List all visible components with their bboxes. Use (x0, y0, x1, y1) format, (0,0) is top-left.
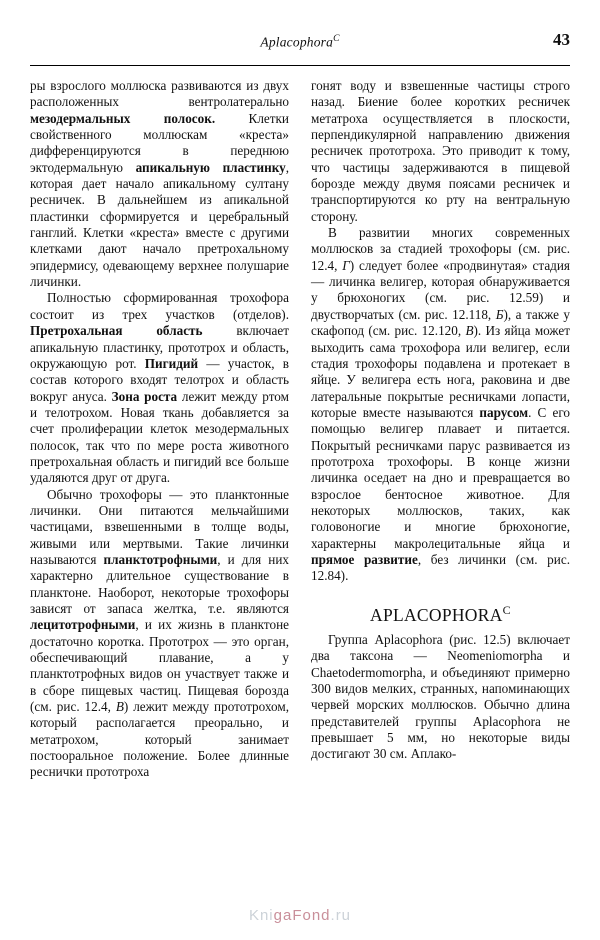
text-run: , которая дает начало апикальному султану ресничек. В дальнейшем из апикальной пластинки сформируется и церебральный ганглий. Клетки «креста» вместе с другими клетками дают начало претрохальному эпидермису, одевающему верхнее полушарие личинки. (30, 159, 289, 290)
emphasis-italic: Г (342, 257, 350, 273)
page-number: 43 (553, 30, 570, 49)
emphasis-bold: прямое развитие (311, 551, 418, 567)
text-run: , и для них характерно длительное существование в планктоне. Наоборот, некоторые трохофоры зависят от запаса желтка, т.е. являются (30, 551, 289, 616)
text-run: гонят воду и взвешенные частицы строго назад. Биение более коротких ресничек метатроха осуществляется в плоскости, перпендикулярной направлению движения ресничек прототроха. Это приводит к тому, что частицы задерживаются в пищевой борозде между двумя поясами ресничек и транспортируются ко рту на вентральную сторону. (311, 78, 570, 224)
running-title-text: Aplacophora (260, 34, 334, 50)
text-run: ) лежит между прототрохом, который располагается преорально, и метатрохом, который занимает постооральное положение. Более длинные реснички прототроха (30, 699, 289, 780)
emphasis-bold: парусом (479, 404, 529, 420)
section-heading-text: APLACOPHORA (370, 604, 503, 625)
emphasis-bold: Зона роста (111, 388, 178, 404)
text-run: ). Из яйца может выходить сама трохофора или велигер, если стадия трохофоры подавлена и протекает в яйце. У велигера есть нога, раковина и две латеральные покрытые ресничками лопасти, которые вместе называются (311, 323, 570, 420)
text-run: лежит между ртом и телотрохом. Новая ткань добавляется за счет пролиферации клеток мезодермальных полосок, так что по мере роста животного претрохальная область и пигидий все больше удаляются друг от друга. (30, 388, 289, 486)
section-heading (311, 602, 570, 623)
emphasis-bold: планктотрофными (103, 551, 218, 567)
running-title (30, 34, 570, 51)
page-header (30, 30, 570, 60)
text-run: Группа Aplacophora (рис. 12.5) включает два таксона — Neomeniomorpha и Chaetodermomorpha, и объединяют примерно 300 видов мелких, странных, напоминающих червей морских моллюсков. Обычно длина представителей группы Aplacophora не превышает 5 мм, но некоторые виды достигают 30 см. Аплако- (311, 631, 570, 762)
emphasis-bold: лецитотрофными (30, 617, 136, 633)
watermark (249, 907, 351, 924)
emphasis-bold: апикальную пластинку (135, 159, 286, 175)
watermark-part-2: gaFond (273, 907, 331, 924)
paragraph (311, 78, 570, 225)
text-run: , без личинки (см. рис. 12.84). (311, 551, 570, 584)
watermark-part-3: .ru (330, 907, 352, 924)
emphasis-bold: мезодермальных полосок. (30, 110, 216, 126)
text-run: В развитии многих современных моллюсков за стадией трохофоры (см. рис. 12.4, (311, 225, 570, 273)
paragraph (30, 290, 289, 486)
emphasis-italic: Б (495, 306, 504, 322)
paragraph (30, 78, 289, 290)
header-divider (30, 65, 570, 66)
text-run: ) следует более «продвинутая» стадия — личинка велигер, которая обнаруживается у брюхоногих (см. рис. 12.59) и двустворчатых (см. рис. 12.118, (311, 257, 571, 322)
text-run: ры взрослого моллюска развиваются из двух расположенных вентролатерально (30, 78, 289, 110)
running-title-superscript: C (333, 34, 340, 44)
text-run: Клетки свойственного моллюскам «креста» дифференцируются в переднюю эктодермальную (30, 110, 289, 175)
emphasis-bold: Претрохальная область (30, 323, 203, 339)
emphasis-bold: Пигидий (144, 355, 199, 371)
section-heading-superscript: C (502, 602, 511, 617)
text-run: , и их жизнь в планктоне достаточно коротка. Прототрох — это орган, обеспечивающий плавание, а у планктотрофных видов он участвует также и в сборе пищевых частиц. Пищевая борозда (см. рис. 12.4, (30, 617, 289, 715)
watermark-part-1: Kni (248, 907, 274, 924)
right-column (311, 78, 570, 763)
paragraph (311, 225, 570, 585)
emphasis-italic: В (115, 699, 124, 715)
paragraph (30, 487, 289, 781)
text-run: Обычно трохофоры — это планктонные личинки. Они питаются мельчайшими частицами, взвешенными в толще воды, живыми или мертвыми. Такие личинки называются (30, 486, 289, 567)
text-columns (30, 78, 570, 781)
text-run: — участок, в состав которого входят телотрох и область вокруг ануса. (30, 355, 290, 404)
text-run: Полностью сформированная трохофора состоит из трех участков (отделов). (30, 290, 289, 322)
text-run: включает апикальную пластинку, прототрох и область, окружающую рот. (30, 323, 289, 371)
text-run: . С его помощью велигер плавает и питается. Покрытый ресничками парус развивается из прототроха трохофоры. В конце жизни личинка оседает на дно и превращается во взрослое бентосное животное. Для некоторых моллюсков, таких, как головоногие и многие брюхоногие, характерны макролецитальные яйца и (311, 404, 570, 551)
emphasis-italic: В (465, 323, 474, 339)
text-run: ), а также у скафопод (см. рис. 12.120, (311, 306, 570, 339)
paragraph (311, 632, 570, 763)
left-column (30, 78, 289, 781)
